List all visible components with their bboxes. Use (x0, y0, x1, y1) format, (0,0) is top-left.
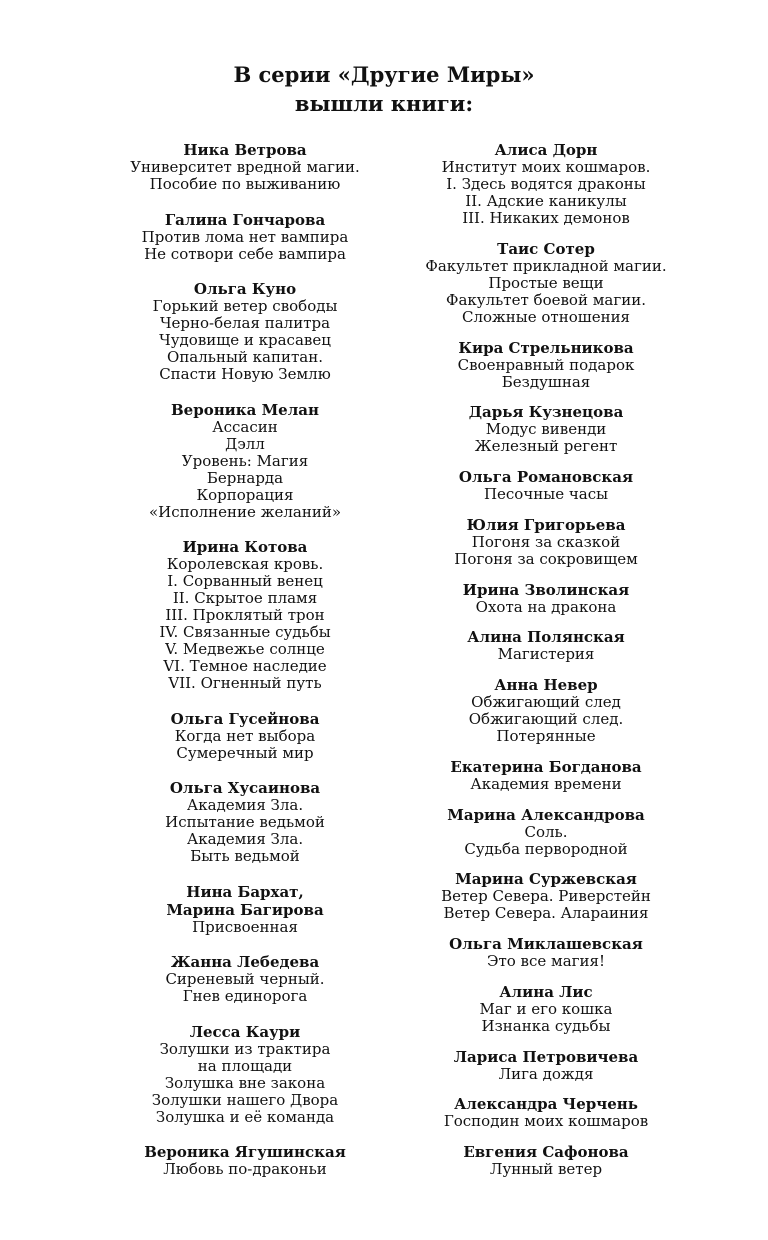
book-title: Погоня за сказкой (471, 532, 621, 551)
page-title (0, 60, 768, 118)
author-entry (400, 581, 692, 616)
book-title: Дэлл (225, 434, 265, 453)
book-title: Бернарда (206, 468, 284, 487)
book-title: Сложные отношения (461, 307, 631, 326)
author-entry (400, 1143, 692, 1178)
author-name: Анна Невер (494, 676, 598, 694)
author-entry (400, 758, 692, 793)
author-name: Марина Суржевская (455, 870, 637, 889)
author-name: Жанна Лебедева (170, 953, 320, 971)
author-name: Ника Ветрова (183, 141, 307, 159)
author-name: Екатерина Богданова (450, 757, 642, 776)
book-title: Быть ведьмой (190, 847, 300, 865)
book-title: Простые вещи (488, 273, 604, 292)
author-entry (100, 211, 390, 263)
author-entry (400, 935, 692, 970)
book-title: III. Проклятый трон (165, 606, 325, 624)
book-title: Золушка вне закона (164, 1073, 326, 1092)
author-entry (100, 280, 390, 383)
book-title: II. Адские каникулы (465, 192, 627, 210)
book-title: Чудовище и красавец (159, 331, 331, 349)
author-name: Кира Стрельникова (458, 338, 634, 357)
author-entry (400, 339, 692, 391)
author-entry (400, 870, 692, 922)
author-entry (100, 953, 390, 1005)
author-name: Алиса Дорн (494, 141, 598, 159)
left-column (100, 141, 390, 1178)
book-title: Уровень: Магия (181, 451, 309, 470)
author-name: Ольга Романовская (458, 468, 634, 486)
book-title: I. Сорванный венец (167, 572, 323, 590)
author-name: Алина Лис (499, 982, 593, 1001)
author-name: Евгения Сафонова (463, 1143, 629, 1161)
book-title: Ветер Севера. Алараиния (443, 904, 649, 923)
author-name: Юлия Григорьева (466, 515, 626, 534)
title-line-1: В серии «Другие Миры» (233, 62, 535, 87)
author-name: Дарья Кузнецова (468, 403, 624, 422)
book-title: Королевская кровь. (166, 555, 324, 573)
book-title: Своенравный подарок (457, 355, 635, 374)
book-title: III. Никаких демонов (462, 209, 630, 227)
book-title: Ветер Севера. Риверстейн (441, 887, 651, 906)
book-title: Обжигающий след. (468, 710, 624, 728)
author-name: Ольга Миклашевская (449, 935, 643, 953)
book-title: Когда нет выбора (174, 726, 316, 745)
book-title: Магистерия (497, 645, 595, 664)
book-title: Господин моих кошмаров (443, 1112, 649, 1131)
author-entry (400, 806, 692, 858)
author-entry (100, 538, 390, 692)
author-entry (100, 779, 390, 865)
author-entry (100, 401, 390, 521)
author-entry (400, 141, 692, 227)
author-entry (400, 240, 692, 326)
book-title: Испытание ведьмой (165, 813, 325, 831)
book-title: Потерянные (496, 727, 596, 745)
author-name: Лариса Петровичева (453, 1047, 639, 1066)
book-title: Академия Зла. (186, 796, 304, 814)
author-entry (400, 1048, 692, 1083)
author-name: Марина Багирова (166, 900, 324, 919)
author-name: Ольга Куно (193, 280, 297, 298)
book-title: Факультет боевой магии. (446, 290, 646, 309)
author-entry (400, 676, 692, 745)
book-title: Не сотвори себе вампира (144, 244, 346, 263)
book-title: Пособие по выживанию (149, 175, 341, 193)
author-entry (400, 628, 692, 663)
book-title: VI. Темное наследие (163, 657, 327, 675)
book-title: Сиреневый черный. (165, 970, 325, 988)
book-title: I. Здесь водятся драконы (446, 175, 646, 193)
book-title: Университет вредной магии. (130, 158, 360, 176)
book-title: Ассасин (212, 417, 278, 436)
book-title: Любовь по-драконьи (163, 1160, 327, 1178)
author-entry (400, 1095, 692, 1130)
book-title: Сумеречный мир (176, 743, 314, 762)
book-title: Соль. (524, 822, 568, 841)
author-name: Марина Александрова (447, 805, 645, 824)
book-title: Песочные часы (483, 485, 609, 503)
author-name: Таис Сотер (497, 239, 595, 258)
book-title: Золушки из трактира (159, 1039, 331, 1058)
book-title: Черно-белая палитра (159, 314, 331, 332)
author-name: Ирина Зволинская (462, 580, 630, 599)
author-name: Нина Бархат, (186, 882, 304, 901)
book-title: Опальный капитан. (167, 348, 323, 366)
book-title: IV. Связанные судьбы (159, 623, 331, 641)
book-title: Гнев единорога (182, 987, 308, 1005)
book-title: Охота на дракона (475, 597, 617, 616)
author-name: Ольга Гусейнова (170, 709, 320, 728)
book-title: «Исполнение желаний» (148, 502, 342, 521)
author-entry (100, 883, 390, 936)
author-name: Алина Полянская (467, 628, 625, 647)
book-title: Горький ветер свободы (152, 297, 338, 315)
book-title: на площади (197, 1056, 293, 1075)
right-column (400, 141, 692, 1178)
author-entry (400, 403, 692, 455)
author-entry (100, 141, 390, 193)
book-title: Обжигающий след (471, 693, 621, 711)
author-name: Ирина Котова (182, 538, 308, 556)
author-name: Александра Черчень (454, 1095, 638, 1114)
author-name: Вероника Мелан (170, 400, 319, 419)
book-title: Академия Зла. (186, 830, 304, 848)
author-entry (400, 516, 692, 568)
book-title: Против лома нет вампира (141, 227, 349, 246)
book-title: Это все магия! (486, 952, 606, 970)
book-title: Академия времени (470, 774, 622, 793)
book-title: Спасти Новую Землю (159, 365, 331, 383)
book-title: Золушки нашего Двора (151, 1090, 339, 1109)
author-name: Галина Гончарова (164, 210, 326, 229)
book-title: Железный регент (474, 437, 618, 456)
book-title: V. Медвежье солнце (165, 640, 325, 658)
book-title: Судьба первородной (464, 839, 628, 858)
book-title: Лига дождя (498, 1064, 594, 1083)
author-name: Ольга Хусаинова (169, 779, 321, 797)
author-entry (100, 710, 390, 762)
book-title: Модус вивенди (485, 420, 607, 439)
book-title: Институт моих кошмаров. (441, 158, 651, 176)
book-title: VII. Огненный путь (168, 674, 322, 692)
book-title: Факультет прикладной магии. (425, 256, 667, 275)
title-line-2: вышли книги: (294, 91, 474, 116)
book-title: Погоня за сокровищем (454, 549, 638, 568)
book-title: Бездушная (501, 372, 591, 391)
author-entry (400, 983, 692, 1035)
book-title: Золушка и её команда (155, 1107, 335, 1126)
author-entry (100, 1023, 390, 1126)
book-title: Присвоенная (192, 917, 298, 936)
author-entry (400, 468, 692, 503)
author-name: Вероника Ягушинская (144, 1143, 346, 1161)
book-title: II. Скрытое пламя (172, 589, 318, 607)
author-entry (100, 1143, 390, 1178)
author-name: Лесса Каури (189, 1022, 301, 1041)
book-title: Изнанка судьбы (481, 1016, 611, 1035)
book-title: Маг и его кошка (479, 999, 613, 1018)
book-title: Корпорация (196, 485, 294, 504)
book-title: Лунный ветер (489, 1160, 603, 1178)
